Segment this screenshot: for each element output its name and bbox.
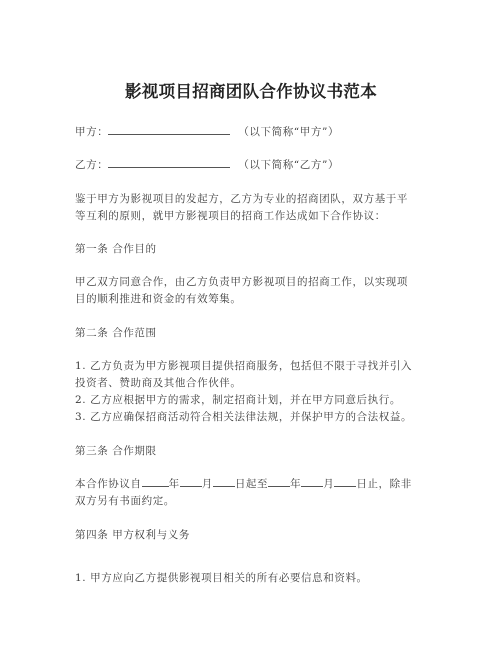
term-text: 日止，除非	[356, 478, 412, 490]
article-1-line: 甲乙双方同意合作，由乙方负责甲方影视项目的招商工作，以实现项	[75, 276, 408, 288]
article-3-line: 双方另有书面约定。	[75, 495, 175, 507]
party-a-note: （以下简称“甲方”）	[238, 126, 340, 138]
party-b-label: 乙方：	[75, 159, 109, 171]
article-4-line: 1. 甲方应向乙方提供影视项目相关的所有必要信息和资料。	[75, 572, 368, 584]
party-a-label: 甲方：	[75, 126, 109, 138]
term-text: 日起至	[234, 478, 269, 490]
article-4-heading: 第四条 甲方权利与义务	[75, 529, 190, 541]
preamble-line: 等互利的原则，就甲方影视项目的招商工作达成如下合作协议：	[75, 210, 386, 222]
term-text: 本合作协议自	[75, 478, 142, 490]
article-3-heading: 第三条 合作期限	[75, 445, 157, 457]
term-text: 年	[290, 478, 302, 490]
article-2-line: 2. 乙方应根据甲方的需求，制定招商计划，并在甲方同意后执行。	[75, 394, 401, 406]
party-b-blank[interactable]	[108, 157, 230, 168]
party-a-blank[interactable]	[108, 124, 230, 135]
article-2-line: 1. 乙方负责为甲方影视项目提供招商服务，包括但不限于寻找并引入	[75, 360, 413, 372]
start-month-blank[interactable]	[180, 476, 202, 487]
term-text: 月	[201, 478, 213, 490]
start-year-blank[interactable]	[142, 476, 169, 487]
end-year-blank[interactable]	[268, 476, 290, 487]
start-day-blank[interactable]	[213, 476, 235, 487]
article-2-heading: 第二条 合作范围	[75, 327, 157, 339]
end-month-blank[interactable]	[301, 476, 323, 487]
term-text: 月	[323, 478, 335, 490]
preamble-line: 鉴于甲方为影视项目的发起方，乙方为专业的招商团队，双方基于平	[75, 193, 408, 205]
document-title: 影视项目招商团队合作协议书范本	[125, 82, 377, 101]
article-3-term-line	[75, 476, 435, 491]
article-2-line: 投资者、赞助商及其他合作伙伴。	[75, 377, 242, 389]
article-1-heading: 第一条 合作目的	[75, 243, 157, 255]
term-text: 年	[168, 478, 180, 490]
party-b-note: （以下简称“乙方”）	[238, 159, 340, 171]
party-b-line	[75, 157, 435, 172]
party-a-line	[75, 124, 435, 139]
end-day-blank[interactable]	[334, 476, 356, 487]
article-1-line: 目的顺利推进和资金的有效筹集。	[75, 293, 242, 305]
article-2-line: 3. 乙方应确保招商活动符合相关法律法规，并保护甲方的合法权益。	[75, 411, 413, 423]
